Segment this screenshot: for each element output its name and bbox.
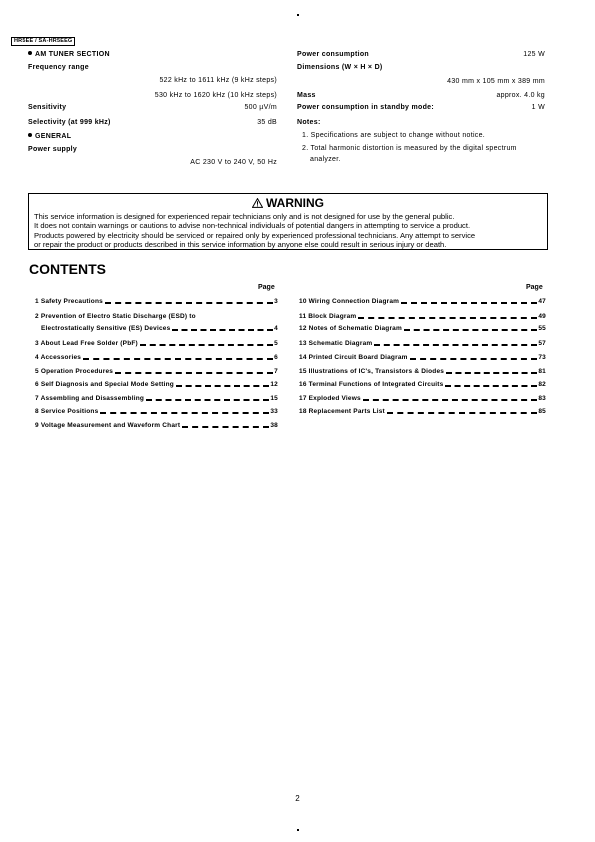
- dot-leader: [363, 399, 538, 401]
- selectivity-value: 35 dB: [257, 119, 277, 126]
- toc-entry[interactable]: 13 Schematic Diagram 57: [299, 340, 546, 347]
- toc-entry[interactable]: 4 Accessories 6: [35, 354, 278, 361]
- dot-leader: [105, 302, 273, 304]
- top-dot: [297, 14, 299, 16]
- toc-entry[interactable]: 2 Prevention of Electro Static Discharge (ESD) to: [35, 313, 196, 320]
- dot-leader: [404, 329, 537, 331]
- toc-entry[interactable]: 12 Notes of Schematic Diagram 55: [299, 325, 546, 332]
- power-supply-label: Power supply: [28, 146, 78, 153]
- toc-entry[interactable]: 7 Assembling and Disassembling 15: [35, 395, 278, 402]
- warning-line: It does not contain warnings or cautions to advise non-technical individuals of potential dangers in attempting to service a product.: [34, 221, 471, 231]
- standby-consumption-label: Power consumption in standby mode:: [297, 104, 434, 111]
- power-supply-value: AC 230 V to 240 V, 50 Hz: [190, 159, 277, 166]
- dot-leader: [387, 412, 537, 414]
- warning-triangle-icon: [252, 198, 263, 208]
- dot-leader: [100, 412, 269, 414]
- dot-leader: [182, 426, 269, 428]
- dot-leader: [146, 399, 269, 401]
- page-header-left: Page: [258, 284, 275, 291]
- toc-entry[interactable]: 14 Printed Circuit Board Diagram 73: [299, 354, 546, 361]
- frequency-range-value-2: 530 kHz to 1620 kHz (10 kHz steps): [154, 92, 277, 99]
- dot-leader: [140, 344, 273, 346]
- frequency-range-label: Frequency range: [28, 64, 89, 71]
- mass-value: approx. 4.0 kg: [496, 92, 545, 99]
- toc-entry[interactable]: 9 Voltage Measurement and Waveform Chart 38: [35, 422, 278, 429]
- dot-leader: [374, 344, 537, 346]
- toc-entry[interactable]: 5 Operation Procedures 7: [35, 368, 278, 375]
- sensitivity-value: 500 µV/m: [244, 104, 277, 111]
- power-consumption-value: 125 W: [523, 51, 545, 58]
- toc-entry[interactable]: 17 Exploded Views 83: [299, 395, 546, 402]
- toc-entry[interactable]: 1 Safety Precautions 3: [35, 298, 278, 305]
- note-2: 2. Total harmonic distortion is measured by the digital spectrum: [302, 145, 517, 152]
- dot-leader: [176, 385, 269, 387]
- dot-leader: [358, 317, 537, 319]
- bullet-icon: [28, 133, 32, 137]
- warning-body: [34, 212, 543, 250]
- warning-line: This service information is designed for experienced repair technicians only and is not designed for use by the general public.: [34, 212, 455, 221]
- toc-entry[interactable]: 3 About Lead Free Solder (PbF) 5: [35, 340, 278, 347]
- bullet-icon: [28, 51, 32, 55]
- mass-label: Mass: [297, 92, 316, 99]
- frequency-range-value-1: 522 kHz to 1611 kHz (9 kHz steps): [159, 77, 277, 84]
- notes-label: Notes:: [297, 119, 321, 126]
- warning-line: or repair the product or products described in this service information by anyone else could result in serious injury or death.: [34, 240, 447, 250]
- toc-entry[interactable]: 11 Block Diagram 49: [299, 313, 546, 320]
- power-consumption-label: Power consumption: [297, 51, 369, 58]
- toc-entry[interactable]: 18 Replacement Parts List 85: [299, 408, 546, 415]
- page-header-right: Page: [526, 284, 543, 291]
- dot-leader: [172, 329, 273, 331]
- sensitivity-label: Sensitivity: [28, 104, 67, 111]
- dimensions-label: Dimensions (W × H × D): [297, 64, 383, 71]
- standby-consumption-value: 1 W: [531, 104, 545, 111]
- bottom-dot: [297, 829, 299, 831]
- page-number: 2: [295, 794, 300, 803]
- dot-leader: [401, 302, 537, 304]
- am-tuner-heading: AM TUNER SECTION: [28, 50, 110, 59]
- toc-entry[interactable]: 16 Terminal Functions of Integrated Circuits 82: [299, 381, 546, 388]
- dot-leader: [410, 358, 538, 360]
- toc-entry[interactable]: Electrostatically Sensitive (ES) Devices 4: [41, 325, 278, 332]
- dot-leader: [445, 385, 537, 387]
- model-tag: HR5EE / SA-HR5EEG: [11, 37, 75, 46]
- note-1: 1. Specifications are subject to change without notice.: [302, 132, 486, 139]
- contents-title: CONTENTS: [29, 261, 106, 277]
- dimensions-value: 430 mm x 105 mm x 389 mm: [447, 78, 545, 85]
- toc-entry[interactable]: 8 Service Positions 33: [35, 408, 278, 415]
- warning-title: WARNING: [29, 196, 547, 210]
- note-2-continued: analyzer.: [310, 156, 341, 163]
- toc-entry[interactable]: 6 Self Diagnosis and Special Mode Setting 12: [35, 381, 278, 388]
- general-heading: GENERAL: [28, 132, 71, 141]
- warning-line: Products powered by electricity should be serviced or repaired only by experienced professional technicians. Any attempt to service: [34, 230, 476, 240]
- toc-entry[interactable]: 10 Wiring Connection Diagram 47: [299, 298, 546, 305]
- dot-leader: [83, 358, 273, 360]
- warning-box: [28, 193, 548, 250]
- dot-leader: [446, 372, 537, 374]
- dot-leader: [115, 372, 273, 374]
- selectivity-label: Selectivity (at 999 kHz): [28, 119, 111, 126]
- toc-entry[interactable]: 15 Illustrations of IC's, Transistors & Diodes 81: [299, 368, 546, 375]
